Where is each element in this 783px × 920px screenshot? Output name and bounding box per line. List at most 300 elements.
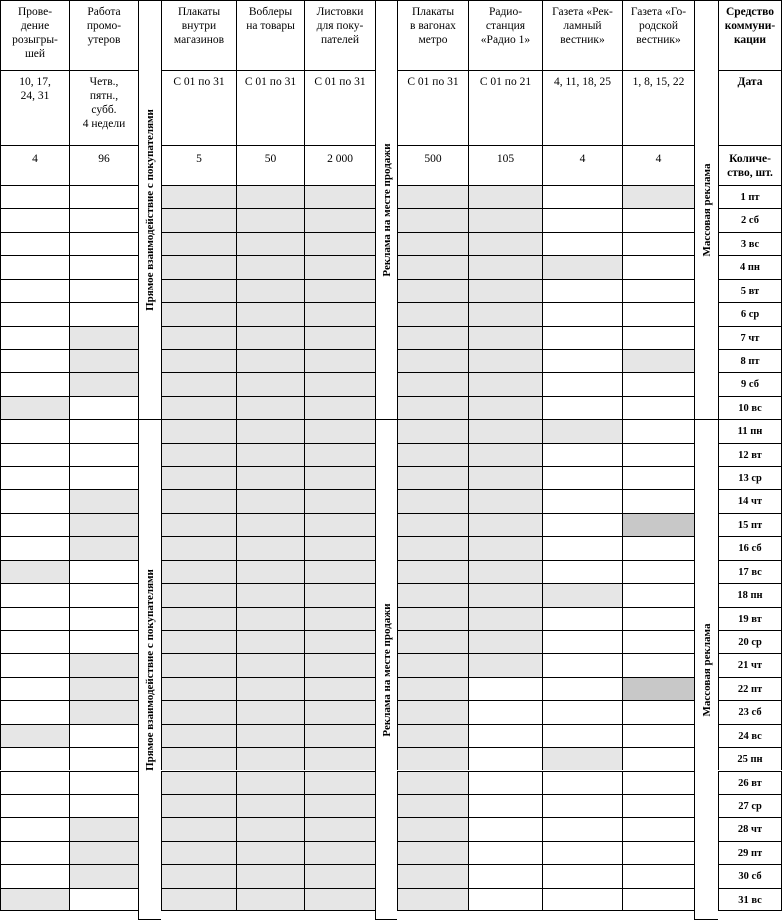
- schedule-cell-wobblers[interactable]: [236, 560, 304, 583]
- schedule-cell-draw[interactable]: [0, 700, 69, 723]
- schedule-cell-posters_metro[interactable]: [397, 372, 468, 395]
- schedule-cell-radio[interactable]: [468, 349, 542, 372]
- schedule-cell-radio[interactable]: [468, 771, 542, 794]
- schedule-cell-gazeta_gor[interactable]: [622, 677, 694, 700]
- schedule-cell-wobblers[interactable]: [236, 841, 304, 864]
- schedule-cell-gazeta_rek[interactable]: [542, 841, 622, 864]
- header-radio: Радио- станция «Радио 1»: [468, 0, 542, 70]
- schedule-cell-promo[interactable]: [69, 700, 138, 723]
- schedule-cell-gazeta_rek[interactable]: [542, 630, 622, 653]
- schedule-cell-posters_store[interactable]: [161, 466, 236, 489]
- schedule-cell-posters_metro[interactable]: [397, 794, 468, 817]
- schedule-cell-radio[interactable]: [468, 583, 542, 606]
- mass-label-text: Массовая реклама: [700, 163, 713, 257]
- schedule-cell-gazeta_gor[interactable]: [622, 560, 694, 583]
- date-wobblers: С 01 по 31: [236, 70, 304, 145]
- schedule-cell-promo[interactable]: [69, 513, 138, 536]
- schedule-cell-posters_metro[interactable]: [397, 700, 468, 723]
- schedule-cell-leaflets[interactable]: [304, 724, 375, 747]
- schedule-cell-draw[interactable]: [0, 466, 69, 489]
- schedule-cell-posters_store[interactable]: [161, 583, 236, 606]
- schedule-cell-promo[interactable]: [69, 560, 138, 583]
- schedule-cell-draw[interactable]: [0, 864, 69, 887]
- schedule-cell-radio[interactable]: [468, 185, 542, 208]
- schedule-cell-gazeta_rek[interactable]: [542, 302, 622, 325]
- schedule-cell-posters_metro[interactable]: [397, 677, 468, 700]
- schedule-cell-gazeta_gor[interactable]: [622, 372, 694, 395]
- schedule-cell-radio[interactable]: [468, 419, 542, 442]
- schedule-cell-wobblers[interactable]: [236, 466, 304, 489]
- schedule-cell-draw[interactable]: [0, 607, 69, 630]
- schedule-cell-posters_store[interactable]: [161, 232, 236, 255]
- mass-label-text: Массовая реклама: [700, 623, 713, 717]
- schedule-cell-posters_store[interactable]: [161, 653, 236, 676]
- schedule-cell-posters_store[interactable]: [161, 724, 236, 747]
- schedule-cell-gazeta_rek[interactable]: [542, 817, 622, 840]
- schedule-cell-posters_metro[interactable]: [397, 255, 468, 278]
- schedule-cell-radio[interactable]: [468, 794, 542, 817]
- schedule-cell-draw[interactable]: [0, 630, 69, 653]
- schedule-cell-leaflets[interactable]: [304, 255, 375, 278]
- schedule-cell-gazeta_rek[interactable]: [542, 396, 622, 419]
- schedule-cell-gazeta_gor[interactable]: [622, 841, 694, 864]
- schedule-cell-radio[interactable]: [468, 489, 542, 512]
- schedule-cell-gazeta_gor[interactable]: [622, 513, 694, 536]
- schedule-cell-posters_metro[interactable]: [397, 232, 468, 255]
- schedule-cell-gazeta_gor[interactable]: [622, 583, 694, 606]
- schedule-cell-radio[interactable]: [468, 372, 542, 395]
- schedule-cell-draw[interactable]: [0, 747, 69, 770]
- schedule-cell-draw[interactable]: [0, 279, 69, 302]
- schedule-cell-posters_store[interactable]: [161, 302, 236, 325]
- schedule-cell-draw[interactable]: [0, 888, 69, 911]
- schedule-cell-gazeta_rek[interactable]: [542, 255, 622, 278]
- schedule-cell-gazeta_gor[interactable]: [622, 747, 694, 770]
- schedule-cell-gazeta_rek[interactable]: [542, 794, 622, 817]
- schedule-cell-gazeta_rek[interactable]: [542, 677, 622, 700]
- schedule-cell-posters_metro[interactable]: [397, 326, 468, 349]
- schedule-cell-gazeta_rek[interactable]: [542, 583, 622, 606]
- schedule-cell-gazeta_gor[interactable]: [622, 419, 694, 442]
- day-label: 7 чт: [718, 326, 782, 349]
- schedule-cell-posters_store[interactable]: [161, 794, 236, 817]
- schedule-cell-gazeta_rek[interactable]: [542, 724, 622, 747]
- schedule-cell-draw[interactable]: [0, 817, 69, 840]
- day-label: 8 пт: [718, 349, 782, 372]
- schedule-cell-promo[interactable]: [69, 888, 138, 911]
- schedule-cell-promo[interactable]: [69, 630, 138, 653]
- schedule-cell-draw[interactable]: [0, 419, 69, 442]
- schedule-cell-promo[interactable]: [69, 794, 138, 817]
- schedule-cell-promo[interactable]: [69, 771, 138, 794]
- schedule-cell-posters_metro[interactable]: [397, 349, 468, 372]
- schedule-cell-gazeta_rek[interactable]: [542, 747, 622, 770]
- schedule-cell-promo[interactable]: [69, 443, 138, 466]
- schedule-cell-draw[interactable]: [0, 489, 69, 512]
- schedule-cell-promo[interactable]: [69, 326, 138, 349]
- schedule-cell-posters_store[interactable]: [161, 888, 236, 911]
- schedule-cell-radio[interactable]: [468, 232, 542, 255]
- schedule-cell-promo[interactable]: [69, 489, 138, 512]
- schedule-cell-posters_metro[interactable]: [397, 536, 468, 559]
- schedule-cell-leaflets[interactable]: [304, 489, 375, 512]
- schedule-cell-wobblers[interactable]: [236, 326, 304, 349]
- header-draw: Прове- дение розыгры- шей: [0, 0, 69, 70]
- schedule-cell-gazeta_rek[interactable]: [542, 536, 622, 559]
- schedule-cell-posters_metro[interactable]: [397, 771, 468, 794]
- schedule-cell-posters_store[interactable]: [161, 419, 236, 442]
- schedule-cell-radio[interactable]: [468, 817, 542, 840]
- schedule-cell-wobblers[interactable]: [236, 396, 304, 419]
- schedule-cell-promo[interactable]: [69, 208, 138, 231]
- schedule-cell-posters_store[interactable]: [161, 513, 236, 536]
- schedule-cell-wobblers[interactable]: [236, 302, 304, 325]
- schedule-cell-promo[interactable]: [69, 396, 138, 419]
- schedule-cell-promo[interactable]: [69, 349, 138, 372]
- schedule-cell-gazeta_gor[interactable]: [622, 607, 694, 630]
- schedule-cell-gazeta_rek[interactable]: [542, 888, 622, 911]
- schedule-cell-gazeta_gor[interactable]: [622, 302, 694, 325]
- schedule-cell-leaflets[interactable]: [304, 349, 375, 372]
- schedule-cell-posters_store[interactable]: [161, 841, 236, 864]
- schedule-cell-gazeta_gor[interactable]: [622, 185, 694, 208]
- schedule-cell-leaflets[interactable]: [304, 560, 375, 583]
- schedule-cell-posters_store[interactable]: [161, 185, 236, 208]
- schedule-cell-leaflets[interactable]: [304, 419, 375, 442]
- schedule-cell-wobblers[interactable]: [236, 279, 304, 302]
- schedule-cell-radio[interactable]: [468, 443, 542, 466]
- schedule-cell-gazeta_gor[interactable]: [622, 864, 694, 887]
- schedule-cell-draw[interactable]: [0, 185, 69, 208]
- schedule-cell-posters_metro[interactable]: [397, 583, 468, 606]
- schedule-cell-posters_metro[interactable]: [397, 607, 468, 630]
- schedule-cell-promo[interactable]: [69, 372, 138, 395]
- schedule-cell-posters_metro[interactable]: [397, 653, 468, 676]
- schedule-cell-gazeta_gor[interactable]: [622, 326, 694, 349]
- schedule-cell-posters_store[interactable]: [161, 396, 236, 419]
- schedule-cell-draw[interactable]: [0, 536, 69, 559]
- schedule-cell-radio[interactable]: [468, 255, 542, 278]
- schedule-cell-posters_store[interactable]: [161, 747, 236, 770]
- schedule-cell-gazeta_rek[interactable]: [542, 771, 622, 794]
- day-label: 5 вт: [718, 279, 782, 302]
- schedule-cell-gazeta_gor[interactable]: [622, 888, 694, 911]
- schedule-cell-wobblers[interactable]: [236, 255, 304, 278]
- schedule-cell-promo[interactable]: [69, 841, 138, 864]
- schedule-cell-radio[interactable]: [468, 396, 542, 419]
- schedule-cell-draw[interactable]: [0, 372, 69, 395]
- schedule-cell-gazeta_gor[interactable]: [622, 794, 694, 817]
- schedule-cell-wobblers[interactable]: [236, 771, 304, 794]
- schedule-cell-gazeta_rek[interactable]: [542, 326, 622, 349]
- schedule-cell-gazeta_rek[interactable]: [542, 864, 622, 887]
- schedule-cell-gazeta_gor[interactable]: [622, 466, 694, 489]
- schedule-cell-gazeta_gor[interactable]: [622, 817, 694, 840]
- schedule-cell-draw[interactable]: [0, 677, 69, 700]
- schedule-cell-leaflets[interactable]: [304, 677, 375, 700]
- schedule-cell-posters_store[interactable]: [161, 279, 236, 302]
- day-label: 22 пт: [718, 677, 782, 700]
- schedule-cell-posters_metro[interactable]: [397, 279, 468, 302]
- schedule-cell-posters_store[interactable]: [161, 255, 236, 278]
- schedule-cell-gazeta_gor[interactable]: [622, 489, 694, 512]
- schedule-cell-wobblers[interactable]: [236, 372, 304, 395]
- schedule-cell-wobblers[interactable]: [236, 864, 304, 887]
- schedule-cell-wobblers[interactable]: [236, 888, 304, 911]
- schedule-cell-wobblers[interactable]: [236, 489, 304, 512]
- schedule-cell-posters_store[interactable]: [161, 677, 236, 700]
- schedule-cell-gazeta_gor[interactable]: [622, 232, 694, 255]
- schedule-cell-posters_store[interactable]: [161, 630, 236, 653]
- schedule-cell-promo[interactable]: [69, 279, 138, 302]
- schedule-cell-promo[interactable]: [69, 466, 138, 489]
- schedule-cell-leaflets[interactable]: [304, 208, 375, 231]
- schedule-cell-draw[interactable]: [0, 724, 69, 747]
- schedule-cell-radio[interactable]: [468, 326, 542, 349]
- schedule-cell-radio[interactable]: [468, 466, 542, 489]
- date-draw: 10, 17, 24, 31: [0, 70, 69, 145]
- schedule-cell-gazeta_gor[interactable]: [622, 396, 694, 419]
- schedule-cell-posters_metro[interactable]: [397, 419, 468, 442]
- schedule-cell-draw[interactable]: [0, 396, 69, 419]
- schedule-cell-wobblers[interactable]: [236, 536, 304, 559]
- schedule-cell-posters_metro[interactable]: [397, 560, 468, 583]
- schedule-cell-wobblers[interactable]: [236, 583, 304, 606]
- schedule-cell-leaflets[interactable]: [304, 583, 375, 606]
- schedule-cell-leaflets[interactable]: [304, 841, 375, 864]
- schedule-cell-gazeta_gor[interactable]: [622, 653, 694, 676]
- schedule-cell-gazeta_gor[interactable]: [622, 771, 694, 794]
- schedule-cell-radio[interactable]: [468, 653, 542, 676]
- day-label: 12 вт: [718, 443, 782, 466]
- schedule-cell-leaflets[interactable]: [304, 396, 375, 419]
- schedule-cell-promo[interactable]: [69, 536, 138, 559]
- schedule-cell-leaflets[interactable]: [304, 513, 375, 536]
- schedule-cell-leaflets[interactable]: [304, 185, 375, 208]
- day-label: 11 пн: [718, 419, 782, 442]
- schedule-cell-radio[interactable]: [468, 700, 542, 723]
- schedule-cell-posters_metro[interactable]: [397, 630, 468, 653]
- schedule-cell-posters_store[interactable]: [161, 208, 236, 231]
- schedule-cell-posters_store[interactable]: [161, 349, 236, 372]
- schedule-cell-posters_store[interactable]: [161, 560, 236, 583]
- schedule-cell-wobblers[interactable]: [236, 630, 304, 653]
- schedule-cell-gazeta_gor[interactable]: [622, 630, 694, 653]
- schedule-cell-leaflets[interactable]: [304, 888, 375, 911]
- schedule-cell-gazeta_gor[interactable]: [622, 349, 694, 372]
- schedule-cell-promo[interactable]: [69, 653, 138, 676]
- schedule-cell-wobblers[interactable]: [236, 419, 304, 442]
- schedule-cell-draw[interactable]: [0, 255, 69, 278]
- schedule-cell-promo[interactable]: [69, 677, 138, 700]
- schedule-cell-leaflets[interactable]: [304, 771, 375, 794]
- schedule-cell-wobblers[interactable]: [236, 700, 304, 723]
- schedule-cell-promo[interactable]: [69, 255, 138, 278]
- schedule-cell-leaflets[interactable]: [304, 372, 375, 395]
- day-label: 6 ср: [718, 302, 782, 325]
- quantity-daycol: Количе- ство, шт.: [718, 145, 782, 185]
- schedule-cell-gazeta_rek[interactable]: [542, 653, 622, 676]
- schedule-cell-posters_metro[interactable]: [397, 817, 468, 840]
- schedule-cell-gazeta_rek[interactable]: [542, 232, 622, 255]
- schedule-cell-gazeta_rek[interactable]: [542, 372, 622, 395]
- schedule-cell-wobblers[interactable]: [236, 794, 304, 817]
- schedule-cell-draw[interactable]: [0, 794, 69, 817]
- schedule-cell-wobblers[interactable]: [236, 724, 304, 747]
- schedule-cell-gazeta_gor[interactable]: [622, 724, 694, 747]
- schedule-cell-wobblers[interactable]: [236, 747, 304, 770]
- schedule-cell-radio[interactable]: [468, 747, 542, 770]
- schedule-cell-radio[interactable]: [468, 888, 542, 911]
- schedule-cell-posters_store[interactable]: [161, 817, 236, 840]
- schedule-cell-draw[interactable]: [0, 349, 69, 372]
- schedule-cell-gazeta_rek[interactable]: [542, 419, 622, 442]
- schedule-cell-posters_store[interactable]: [161, 489, 236, 512]
- schedule-cell-draw[interactable]: [0, 653, 69, 676]
- schedule-cell-posters_store[interactable]: [161, 443, 236, 466]
- schedule-cell-gazeta_gor[interactable]: [622, 700, 694, 723]
- schedule-cell-radio[interactable]: [468, 513, 542, 536]
- schedule-cell-leaflets[interactable]: [304, 700, 375, 723]
- schedule-cell-gazeta_rek[interactable]: [542, 607, 622, 630]
- schedule-cell-leaflets[interactable]: [304, 747, 375, 770]
- schedule-cell-posters_metro[interactable]: [397, 888, 468, 911]
- schedule-cell-gazeta_gor[interactable]: [622, 536, 694, 559]
- schedule-cell-posters_store[interactable]: [161, 864, 236, 887]
- header-daycol: Средство коммуни- кации: [718, 0, 782, 70]
- schedule-cell-radio[interactable]: [468, 279, 542, 302]
- schedule-cell-draw[interactable]: [0, 326, 69, 349]
- schedule-cell-radio[interactable]: [468, 302, 542, 325]
- schedule-cell-draw[interactable]: [0, 232, 69, 255]
- schedule-cell-promo[interactable]: [69, 185, 138, 208]
- schedule-cell-leaflets[interactable]: [304, 279, 375, 302]
- schedule-cell-posters_store[interactable]: [161, 536, 236, 559]
- day-label: 14 чт: [718, 489, 782, 512]
- header-gazeta_rek: Газета «Рек- ламный вестник»: [542, 0, 622, 70]
- schedule-cell-promo[interactable]: [69, 747, 138, 770]
- schedule-cell-radio[interactable]: [468, 607, 542, 630]
- schedule-cell-leaflets[interactable]: [304, 232, 375, 255]
- schedule-cell-gazeta_rek[interactable]: [542, 489, 622, 512]
- schedule-cell-posters_metro[interactable]: [397, 724, 468, 747]
- schedule-cell-radio[interactable]: [468, 560, 542, 583]
- schedule-cell-gazeta_rek[interactable]: [542, 513, 622, 536]
- schedule-cell-posters_metro[interactable]: [397, 466, 468, 489]
- schedule-cell-leaflets[interactable]: [304, 864, 375, 887]
- schedule-cell-gazeta_gor[interactable]: [622, 255, 694, 278]
- schedule-cell-wobblers[interactable]: [236, 653, 304, 676]
- schedule-cell-draw[interactable]: [0, 771, 69, 794]
- schedule-cell-gazeta_rek[interactable]: [542, 185, 622, 208]
- schedule-cell-wobblers[interactable]: [236, 607, 304, 630]
- schedule-cell-radio[interactable]: [468, 208, 542, 231]
- schedule-cell-posters_store[interactable]: [161, 372, 236, 395]
- schedule-cell-radio[interactable]: [468, 724, 542, 747]
- schedule-cell-draw[interactable]: [0, 583, 69, 606]
- schedule-cell-posters_store[interactable]: [161, 607, 236, 630]
- schedule-cell-gazeta_gor[interactable]: [622, 279, 694, 302]
- day-label: 27 ср: [718, 794, 782, 817]
- day-label: 23 сб: [718, 700, 782, 723]
- schedule-cell-draw[interactable]: [0, 841, 69, 864]
- schedule-cell-posters_store[interactable]: [161, 700, 236, 723]
- schedule-cell-posters_metro[interactable]: [397, 396, 468, 419]
- schedule-cell-leaflets[interactable]: [304, 653, 375, 676]
- schedule-cell-gazeta_rek[interactable]: [542, 466, 622, 489]
- schedule-cell-draw[interactable]: [0, 513, 69, 536]
- schedule-cell-wobblers[interactable]: [236, 208, 304, 231]
- schedule-cell-posters_metro[interactable]: [397, 747, 468, 770]
- schedule-cell-posters_metro[interactable]: [397, 864, 468, 887]
- schedule-cell-posters_store[interactable]: [161, 326, 236, 349]
- schedule-cell-leaflets[interactable]: [304, 536, 375, 559]
- schedule-cell-wobblers[interactable]: [236, 185, 304, 208]
- schedule-cell-promo[interactable]: [69, 583, 138, 606]
- schedule-cell-gazeta_rek[interactable]: [542, 208, 622, 231]
- schedule-cell-gazeta_rek[interactable]: [542, 700, 622, 723]
- schedule-cell-leaflets[interactable]: [304, 630, 375, 653]
- schedule-cell-gazeta_rek[interactable]: [542, 349, 622, 372]
- schedule-cell-radio[interactable]: [468, 536, 542, 559]
- schedule-cell-gazeta_gor[interactable]: [622, 443, 694, 466]
- schedule-cell-leaflets[interactable]: [304, 443, 375, 466]
- schedule-cell-draw[interactable]: [0, 302, 69, 325]
- schedule-cell-draw[interactable]: [0, 208, 69, 231]
- schedule-cell-leaflets[interactable]: [304, 607, 375, 630]
- schedule-cell-promo[interactable]: [69, 607, 138, 630]
- schedule-cell-wobblers[interactable]: [236, 232, 304, 255]
- schedule-cell-wobblers[interactable]: [236, 443, 304, 466]
- schedule-cell-leaflets[interactable]: [304, 817, 375, 840]
- schedule-cell-promo[interactable]: [69, 419, 138, 442]
- schedule-cell-wobblers[interactable]: [236, 817, 304, 840]
- schedule-cell-radio[interactable]: [468, 841, 542, 864]
- schedule-cell-leaflets[interactable]: [304, 794, 375, 817]
- schedule-cell-leaflets[interactable]: [304, 466, 375, 489]
- schedule-cell-wobblers[interactable]: [236, 513, 304, 536]
- schedule-cell-draw[interactable]: [0, 560, 69, 583]
- schedule-cell-wobblers[interactable]: [236, 677, 304, 700]
- schedule-cell-radio[interactable]: [468, 864, 542, 887]
- schedule-cell-posters_metro[interactable]: [397, 489, 468, 512]
- schedule-cell-promo[interactable]: [69, 864, 138, 887]
- schedule-cell-posters_metro[interactable]: [397, 208, 468, 231]
- schedule-cell-promo[interactable]: [69, 232, 138, 255]
- schedule-cell-wobblers[interactable]: [236, 349, 304, 372]
- schedule-cell-promo[interactable]: [69, 724, 138, 747]
- schedule-cell-leaflets[interactable]: [304, 326, 375, 349]
- schedule-cell-posters_metro[interactable]: [397, 513, 468, 536]
- schedule-cell-gazeta_rek[interactable]: [542, 560, 622, 583]
- schedule-cell-posters_metro[interactable]: [397, 443, 468, 466]
- schedule-cell-draw[interactable]: [0, 443, 69, 466]
- schedule-cell-promo[interactable]: [69, 817, 138, 840]
- schedule-cell-posters_metro[interactable]: [397, 302, 468, 325]
- schedule-cell-posters_metro[interactable]: [397, 185, 468, 208]
- schedule-cell-gazeta_rek[interactable]: [542, 279, 622, 302]
- schedule-cell-gazeta_gor[interactable]: [622, 208, 694, 231]
- schedule-cell-leaflets[interactable]: [304, 302, 375, 325]
- schedule-cell-posters_metro[interactable]: [397, 841, 468, 864]
- schedule-cell-posters_store[interactable]: [161, 771, 236, 794]
- schedule-cell-radio[interactable]: [468, 677, 542, 700]
- day-label: 29 пт: [718, 841, 782, 864]
- schedule-cell-gazeta_rek[interactable]: [542, 443, 622, 466]
- schedule-cell-promo[interactable]: [69, 302, 138, 325]
- pos-label-text: Реклама на месте продажи: [380, 602, 393, 737]
- schedule-cell-radio[interactable]: [468, 630, 542, 653]
